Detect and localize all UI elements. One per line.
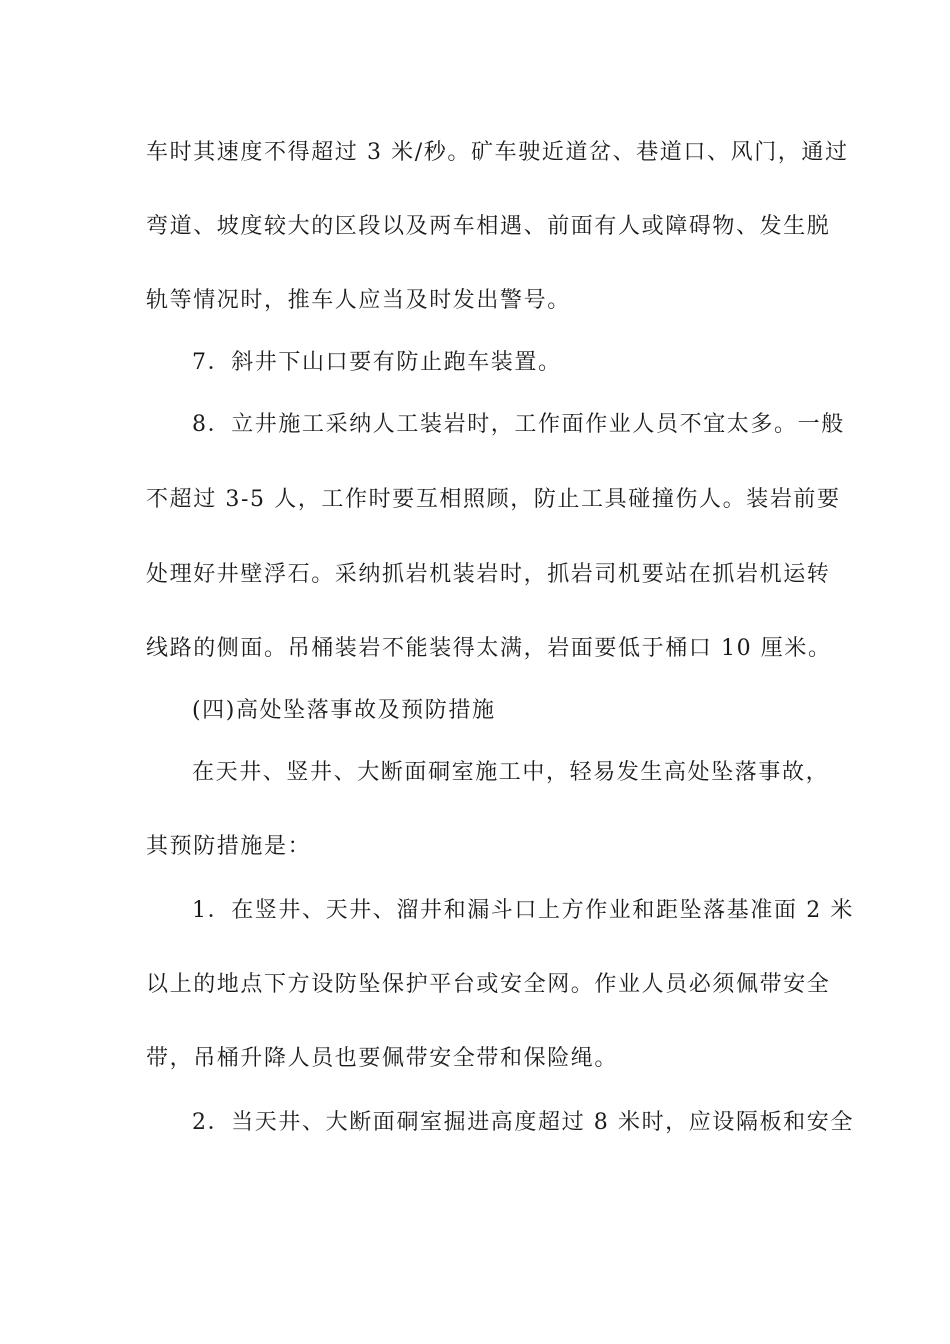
list-item-2: 2．当天井、大断面硐室掘进高度超过 8 米时，应设隔板和安全 [192,1110,854,1135]
text-line: 弯道、坡度较大的区段以及两车相遇、前面有人或障碍物、发生脱 [146,214,831,239]
text-line: 轨等情况时，推车人应当及时发出警号。 [146,288,571,313]
section-heading: (四)高处坠落事故及预防措施 [192,698,496,723]
list-item-1: 1．在竖井、天井、溜井和漏斗口上方作业和距坠落基准面 2 米 [192,898,854,923]
text-line: 不超过 3-5 人，工作时要互相照顾，防止工具碰撞伤人。装岩前要 [146,487,841,512]
text-line: 以上的地点下方设防坠保护平台或安全网。作业人员必须佩带安全 [146,972,831,997]
list-item-8: 8．立井施工采纳人工装岩时，工作面作业人员不宜太多。一般 [192,412,845,437]
text-line: 线路的侧面。吊桶装岩不能装得太满，岩面要低于桶口 10 厘米。 [146,636,832,661]
text-line: 车时其速度不得超过 3 米/秒。矿车驶近道岔、巷道口、风门，通过 [146,140,849,165]
text-line: 在天井、竖井、大断面硐室施工中，轻易发生高处坠落事故， [192,760,830,785]
text-line: 其预防措施是： [146,834,312,859]
list-item-7: 7．斜井下山口要有防止跑车装置。 [192,350,562,375]
text-line: 带，吊桶升降人员也要佩带安全带和保险绳。 [146,1046,619,1071]
text-line: 处理好井壁浮石。采纳抓岩机装岩时，抓岩司机要站在抓岩机运转 [146,562,831,587]
